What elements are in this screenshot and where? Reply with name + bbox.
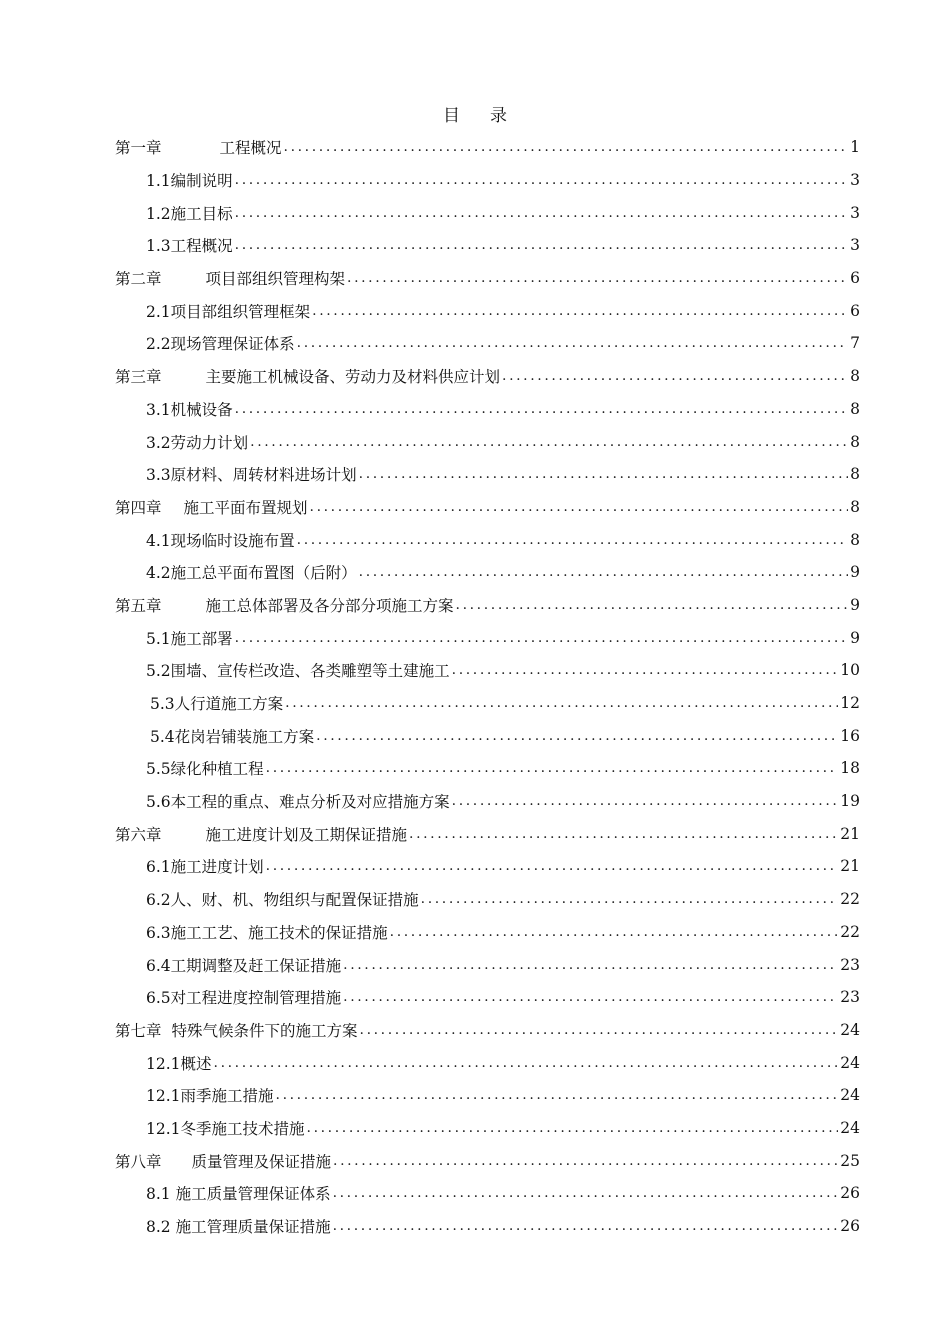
toc-chapter-entry[interactable] [115,1144,860,1177]
entry-title: 工程概况 [219,139,282,158]
toc-title: 目 录 [443,106,507,126]
entry-title: 6.3施工工艺、施工技术的保证措施 [146,923,388,942]
toc-section-entry[interactable] [115,883,860,916]
page-number: 19 [840,792,860,811]
toc-chapter-entry[interactable] [115,131,860,164]
toc-section-entry[interactable] [115,327,860,360]
page-number: 8 [850,497,860,516]
chapter-number: 第六章 [115,825,162,844]
page-number: 21 [840,857,860,876]
dot-leader [333,1153,838,1169]
toc-section-entry[interactable] [115,294,860,327]
toc-section-entry[interactable] [115,981,860,1014]
toc-section-entry[interactable] [115,229,860,262]
toc-section-entry[interactable] [115,654,860,687]
entry-title: 5.2围墙、宣传栏改造、各类雕塑等土建施工 [146,662,450,681]
page-number: 8 [850,530,860,549]
dot-leader [359,564,848,580]
page-number: 18 [840,759,860,778]
page-number: 8 [850,399,860,418]
entry-title: 施工平面布置规划 [183,498,308,517]
toc-section-entry[interactable] [115,916,860,949]
page-number: 12 [840,694,860,713]
entry-title: 6.5对工程进度控制管理措施 [146,989,342,1008]
dot-leader [421,891,839,907]
entry-title: 6.2人、财、机、物组织与配置保证措施 [146,891,419,910]
toc-section-entry[interactable] [115,425,860,458]
page-number: 23 [840,955,860,974]
entry-title: 8.2 施工管理质量保证措施 [146,1218,331,1237]
page-number: 3 [850,203,860,222]
entry-title: 3.2劳动力计划 [146,433,249,452]
dot-leader [343,989,838,1005]
dot-leader [359,466,848,482]
page-number: 22 [840,890,860,909]
entry-title: 12.1冬季施工技术措施 [146,1119,305,1138]
page-number: 9 [850,563,860,582]
dot-leader [235,630,848,646]
toc-chapter-entry[interactable] [115,262,860,295]
toc-section-entry[interactable] [115,621,860,654]
toc-section-entry[interactable] [115,719,860,752]
entry-title: 3.1机械设备 [146,400,233,419]
entry-title: 1.3工程概况 [146,237,233,256]
entry-title: 2.2现场管理保证体系 [146,335,295,354]
toc-section-entry[interactable] [115,1177,860,1210]
dot-leader [235,205,848,221]
chapter-number: 第二章 [115,270,162,289]
entry-title: 质量管理及保证措施 [191,1152,332,1171]
toc-section-entry[interactable] [115,1079,860,1112]
dot-leader [333,1185,839,1201]
entry-title: 3.3原材料、周转材料进场计划 [146,466,357,485]
dot-leader [390,924,839,940]
page-number: 10 [840,661,860,680]
page-number: 24 [840,1053,860,1072]
toc-section-entry[interactable] [115,523,860,556]
dot-leader [235,237,848,253]
toc-section-entry[interactable] [115,196,860,229]
dot-leader [360,1022,839,1038]
toc-section-entry[interactable] [115,785,860,818]
entry-title: 6.4工期调整及赶工保证措施 [146,956,342,975]
toc-section-entry[interactable] [115,556,860,589]
dot-leader [307,1120,839,1136]
toc-chapter-entry[interactable] [115,817,860,850]
entry-title: 5.3人行道施工方案 [150,695,284,714]
page-number: 16 [840,726,860,745]
toc-chapter-entry[interactable] [115,491,860,524]
entry-title: 12.1概述 [146,1054,212,1073]
page-number: 6 [850,301,860,320]
entry-title: 4.1现场临时设施布置 [146,531,295,550]
toc-section-entry[interactable] [115,393,860,426]
entry-title: 5.4花岗岩铺装施工方案 [150,727,315,746]
entry-title: 施工总体部署及各分部分项施工方案 [205,596,454,615]
dot-leader [284,139,849,155]
entry-title: 8.1 施工质量管理保证体系 [146,1185,331,1204]
dot-leader [297,335,848,351]
toc-chapter-entry[interactable] [115,589,860,622]
dot-leader [347,270,848,286]
entry-title: 项目部组织管理构架 [205,270,346,289]
entry-title: 主要施工机械设备、劳动力及材料供应计划 [205,368,501,387]
page-number: 21 [840,824,860,843]
page-number: 26 [840,1217,860,1236]
page-number: 7 [850,334,860,353]
entry-title: 12.1雨季施工措施 [146,1087,274,1106]
chapter-number: 第八章 [115,1152,162,1171]
dot-leader [276,1087,839,1103]
dot-leader [250,434,848,450]
dot-leader [456,597,849,613]
page-number: 1 [850,138,860,157]
entry-title: 4.2施工总平面布置图（后附） [146,564,357,583]
dot-leader [235,401,848,417]
entry-title: 6.1施工进度计划 [146,858,264,877]
page-number: 9 [850,628,860,647]
dot-leader [452,662,839,678]
dot-leader [297,532,848,548]
toc-section-entry[interactable] [115,164,860,197]
chapter-number: 第四章 [115,498,162,517]
page-number: 24 [840,1118,860,1137]
dot-leader [285,695,838,711]
page-number: 8 [850,465,860,484]
dot-leader [409,826,838,842]
chapter-number: 第五章 [115,596,162,615]
chapter-number: 第七章 [115,1021,162,1040]
dot-leader [502,368,848,384]
dot-leader [266,760,839,776]
dot-leader [343,957,838,973]
page-number: 23 [840,988,860,1007]
entry-title: 特殊气候条件下的施工方案 [171,1021,358,1040]
page-number: 26 [840,1184,860,1203]
toc-section-entry[interactable] [115,752,860,785]
page-number: 9 [850,595,860,614]
toc-section-entry[interactable] [115,1046,860,1079]
toc-chapter-entry[interactable] [115,360,860,393]
dot-leader [310,499,849,515]
table-of-contents [115,131,860,1242]
dot-leader [452,793,839,809]
page-number: 22 [840,922,860,941]
toc-section-entry[interactable] [115,458,860,491]
chapter-number: 第三章 [115,368,162,387]
page-number: 24 [840,1020,860,1039]
entry-title: 5.1施工部署 [146,629,233,648]
toc-section-entry[interactable] [115,850,860,883]
page-number: 3 [850,171,860,190]
toc-chapter-entry[interactable] [115,1014,860,1047]
dot-leader [214,1055,839,1071]
dot-leader [235,172,848,188]
toc-section-entry[interactable] [115,1210,860,1243]
dot-leader [333,1218,839,1234]
entry-title: 5.6本工程的重点、难点分析及对应措施方案 [146,793,450,812]
page-number: 6 [850,269,860,288]
entry-title: 施工进度计划及工期保证措施 [205,825,408,844]
entry-title: 5.5绿化种植工程 [146,760,264,779]
page-number: 24 [840,1086,860,1105]
toc-section-entry[interactable] [115,1112,860,1145]
chapter-number: 第一章 [115,139,162,158]
page-number: 8 [850,432,860,451]
entry-title: 1.2施工目标 [146,204,233,223]
page-number: 3 [850,236,860,255]
page-number: 25 [840,1151,860,1170]
page-number: 8 [850,367,860,386]
dot-leader [266,858,839,874]
dot-leader [312,303,848,319]
entry-title: 1.1编制说明 [146,172,233,191]
entry-title: 2.1项目部组织管理框架 [146,302,311,321]
dot-leader [316,728,838,744]
toc-section-entry[interactable] [115,687,860,720]
toc-section-entry[interactable] [115,948,860,981]
